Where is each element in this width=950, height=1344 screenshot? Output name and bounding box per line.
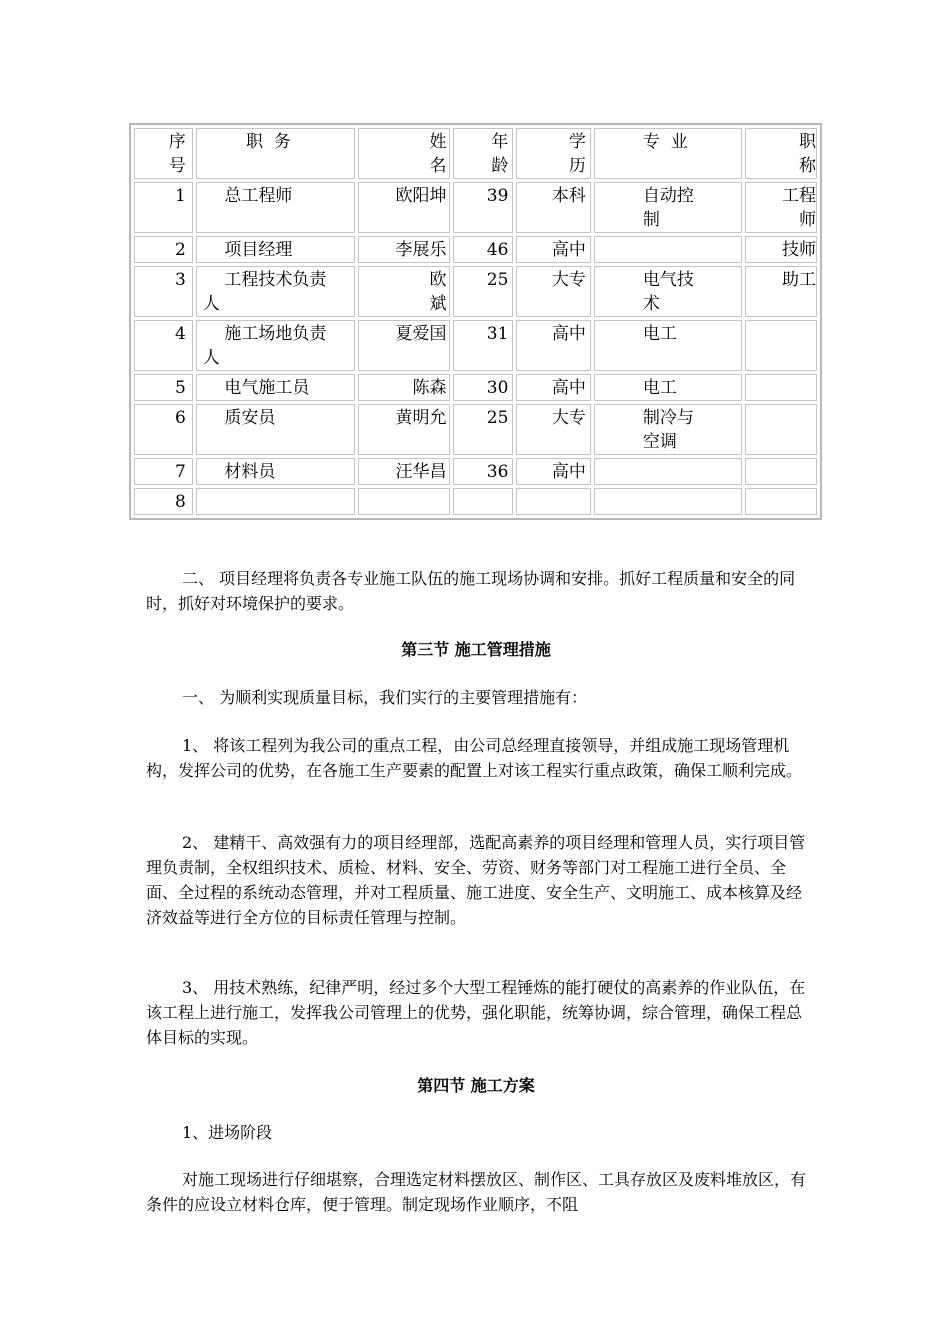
cell-education: 高中 [516,374,591,401]
cell-name: 黄明允 [358,404,450,455]
paragraph-site-survey: 对施工现场进行仔细堪察，合理选定材料摆放区、制作区、工具存放区及废料堆放区，有条件的应设立材料仓库，便于管理。制定现场作业顺序，不阻 [146,1170,807,1214]
table-row [134,404,817,455]
cell-name: 陈森 [358,374,450,401]
staff-table [129,123,822,520]
paragraph-entry-stage: 1、进场阶段 [182,1123,273,1142]
cell-title [745,458,817,485]
section-heading-4: 第四节 施工方案 [417,1076,535,1095]
cell-role: 质安员 [196,404,355,455]
cell-major: 电工 [594,374,742,401]
cell-seq: 3 [134,266,193,317]
cell-major: 自动控 制 [594,182,742,233]
cell-title [745,320,817,371]
cell-age: 25 [453,266,514,317]
header-cell-name: 姓 名 [358,128,450,179]
cell-major: 电工 [594,320,742,371]
table-row [134,266,817,317]
cell-title: 技师 [745,236,817,263]
table-row [134,236,817,263]
header-cell-title: 职 称 [745,128,817,179]
paragraph-measure-3: 3、 用技术熟练，纪律严明，经过多个大型工程锤炼的能打硬仗的高素养的作业队伍，在该工程上进行施工，发挥我公司管理上的优势，强化职能，统筹协调，综合管理，确保工程总体目标的实现。 [146,978,806,1047]
header-cell-age: 年 龄 [453,128,514,179]
cell-name: 李展乐 [358,236,450,263]
cell-role: 工程技术负责 人 [196,266,355,317]
cell-role: 总工程师 [196,182,355,233]
header-cell-seq: 序 号 [134,128,193,179]
cell-age: 30 [453,374,514,401]
cell-title: 工程 师 [745,182,817,233]
paragraph-measures-intro: 一、 为顺利实现质量目标，我们实行的主要管理措施有： [182,688,588,707]
cell-education [516,488,591,515]
cell-role: 施工场地负责 人 [196,320,355,371]
table-header-row [134,128,817,179]
cell-seq: 1 [134,182,193,233]
cell-education: 高中 [516,236,591,263]
cell-seq: 5 [134,374,193,401]
cell-age: 25 [453,404,514,455]
cell-age: 39 [453,182,514,233]
cell-name: 欧阳坤 [358,182,450,233]
cell-name: 欧 斌 [358,266,450,317]
cell-title [745,404,817,455]
cell-seq: 4 [134,320,193,371]
table-row [134,458,817,485]
cell-seq: 8 [134,488,193,515]
table-row [134,182,817,233]
table-row [134,374,817,401]
paragraph-project-manager: 二、 项目经理将负责各专业施工队伍的施工现场协调和安排。抓好工程质量和安全的同时，抓好对环境保护的要求。 [146,569,796,613]
cell-name [358,488,450,515]
table-row [134,488,817,515]
paragraph-measure-2: 2、 建精干、高效强有力的项目经理部，选配高素养的项目经理和管理人员，实行项目管理负责制，全权组织技术、质检、材料、安全、劳资、财务等部门对工程施工进行全员、全面、全过程的系统动态管理，并对工程质量、施工进度、安全生产、文明施工、成本核算及经济效益等进行全方位的目标责任管理与控制。 [146,833,806,927]
paragraph-measure-1: 1、 将该工程列为我公司的重点工程，由公司总经理直接领导，并组成施工现场管理机构，发挥公司的优势，在各施工生产要素的配置上对该工程实行重点政策，确保工顺利完成。 [146,736,803,780]
cell-title [745,374,817,401]
cell-major: 电气技 术 [594,266,742,317]
cell-age [453,488,514,515]
cell-seq: 6 [134,404,193,455]
cell-major [594,236,742,263]
cell-seq: 2 [134,236,193,263]
cell-title: 助工 [745,266,817,317]
cell-title [745,488,817,515]
cell-education: 高中 [516,458,591,485]
section-heading-3: 第三节 施工管理措施 [401,640,551,659]
cell-role: 电气施工员 [196,374,355,401]
cell-age: 46 [453,236,514,263]
cell-age: 36 [453,458,514,485]
header-cell-education: 学 历 [516,128,591,179]
cell-education: 本科 [516,182,591,233]
cell-name: 汪华昌 [358,458,450,485]
cell-education: 大专 [516,404,591,455]
cell-education: 大专 [516,266,591,317]
cell-role: 项目经理 [196,236,355,263]
cell-major [594,458,742,485]
cell-age: 31 [453,320,514,371]
cell-seq: 7 [134,458,193,485]
cell-name: 夏爱国 [358,320,450,371]
cell-role [196,488,355,515]
header-cell-role: 职 务 [196,128,355,179]
cell-role: 材料员 [196,458,355,485]
header-cell-major: 专 业 [594,128,742,179]
cell-major [594,488,742,515]
cell-education: 高中 [516,320,591,371]
cell-major: 制冷与 空调 [594,404,742,455]
table-row [134,320,817,371]
